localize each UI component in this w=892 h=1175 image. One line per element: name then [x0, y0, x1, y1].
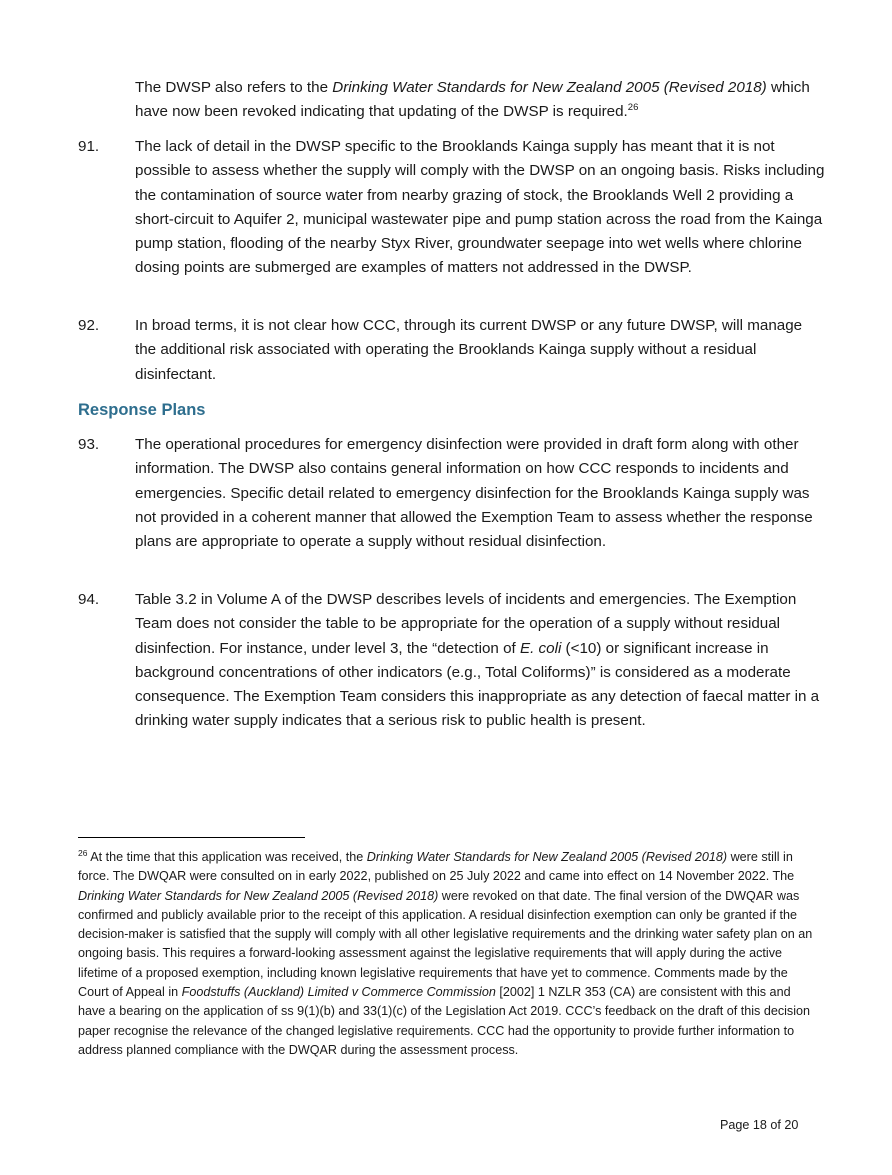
- footnote-italic-2: Drinking Water Standards for New Zealand 2005 (Revised 2018): [78, 888, 439, 903]
- paragraph-93: The operational procedures for emergency disinfection were provided in draft form along with other information. The DWSP also contains general information on how CCC responds to incidents and emergencies. Specific detail related to emergency disinfection for the Brooklands Kainga supply was not provided in a coherent manner that allowed the Exemption Team to assess whether the response plans are appropriate to operate a supply without residual disinfection.: [135, 436, 813, 551]
- page-number: Page 18 of 20: [720, 1118, 799, 1132]
- paragraph-92: In broad terms, it is not clear how CCC, through its current DWSP or any future DWSP, will manage the additional risk associated with operating the Brooklands Kainga supply without a residual disinfectant.: [135, 317, 803, 383]
- intro-text-1: The DWSP also refers to the: [135, 79, 333, 96]
- footnote-divider: [78, 837, 305, 838]
- footnote-text-1: At the time that this application was received, the: [87, 850, 367, 864]
- paragraph-number-92: 92.: [78, 317, 100, 334]
- paragraph-91: The lack of detail in the DWSP specific to the Brooklands Kainga supply has meant that it is not possible to assess whether the supply will comply with the DWSP on an ongoing basis. Risks including the contamination of source water from nearby grazing of stock, the Brooklands Well 2 providing a short-circuit to Aquifer 2, municipal wastewater pipe and pump station across the road from the Kainga pump station, flooding of the nearby Styx River, groundwater seepage into wet wells where chlorine dosing points are submerged are examples of matters not addressed in the DWSP.: [135, 138, 825, 277]
- paragraph-94: [135, 588, 825, 734]
- footnote-italic-3: Foodstuffs (Auckland) Limited v Commerce Commission: [181, 985, 496, 1000]
- intro-paragraph: [135, 76, 825, 125]
- footnote-marker: 26: [78, 848, 88, 858]
- p94-text-1: Table 3.2 in Volume A of the DWSP describes levels of incidents and emergencies. The Exemption Team does not consider the table to be appropriate for the operation of a supply without residual disinfection. For instance, under level 3, the “detection of: [135, 591, 797, 657]
- p94-text-2: (<10) or significant increase in background concentrations of other indicators (e.g., Total Coliforms)” is considered as a moderate consequence. The Exemption Team considers this inappropriate as any detection of faecal matter in a drinking water supply indicates that a serious risk to public health is present.: [135, 639, 820, 730]
- paragraph-number-93: 93.: [78, 436, 100, 453]
- footnote-reference[interactable]: 26: [627, 102, 639, 114]
- paragraph-number-91: 91.: [78, 138, 100, 155]
- footnote-text-3: were revoked on that date. The final version of the DWQAR was confirmed and publicly available prior to the receipt of this application. A residual disinfection exemption can only be granted if the decision-maker is satisfied that the supply will comply with all other legislative requirements and the drinking water safety plan on an ongoing basis. This requires a forward-looking assessment against the legislative requirements that will apply during the active lifetime of a proposed exemption, including known legislative requirements that have yet to commence. Comments made by the Court of Appeal in: [78, 888, 813, 1000]
- footnote-italic-1: Drinking Water Standards for New Zealand 2005 (Revised 2018): [366, 850, 728, 864]
- footnote-text-2: were still in force. The DWQAR were consulted on in early 2022, published on 25 July 2022 and came into effect on 14 November 2022. The: [78, 850, 795, 884]
- intro-text-2: which have now been revoked indicating that updating of the DWSP is required.: [135, 79, 810, 121]
- section-heading: Response Plans: [78, 401, 206, 419]
- intro-italic-title: Drinking Water Standards for New Zealand 2005 (Revised 2018): [332, 79, 767, 96]
- footnote-text-4: [2002] 1 NZLR 353 (CA) are consistent with this and have a bearing on the application of ss 9(1)(b) and 33(1)(c) of the Legislation Act 2019. CCC’s feedback on the draft of this decision paper recognise the relevance of the changed legislative requirements. CCC had the opportunity to provide further information to address planned compliance with the DWQAR during the assessment process.: [78, 985, 811, 1057]
- footnote-26: [78, 848, 818, 1060]
- paragraph-number-94: 94.: [78, 591, 100, 608]
- p94-italic-ecoli: E. coli: [519, 639, 562, 657]
